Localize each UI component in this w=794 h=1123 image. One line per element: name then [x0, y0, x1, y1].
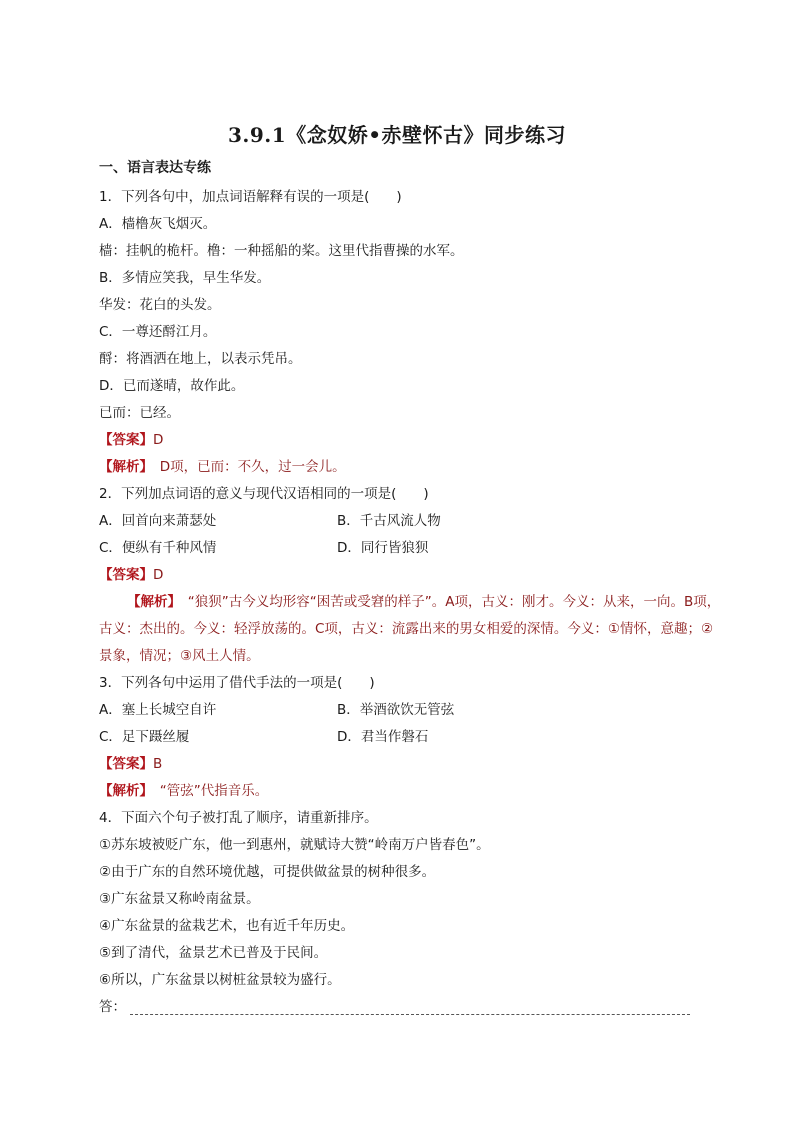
answer-label: 【答案】 [99, 567, 153, 583]
answer-label: 【答案】 [99, 756, 153, 772]
q1-option-d-explanation: 已而：已经。 [99, 405, 180, 421]
q2-option-c: C．便纵有千种风情 [99, 540, 217, 556]
q3-stem: 3．下列各句中运用了借代手法的一项是( ) [99, 675, 375, 691]
q1-analysis [99, 454, 723, 481]
answer-label: 【答案】 [99, 432, 153, 448]
q1-option-c: C．一尊还酹江月。 [99, 324, 217, 340]
analysis-label: 【解析】 [99, 459, 147, 475]
q2-options-row-1 [99, 508, 723, 535]
q3-options-row-1 [99, 697, 723, 724]
answer-value: D [153, 567, 164, 583]
q4-sentence-1: ①苏东坡被贬广东，他一到惠州，就赋诗大赞“岭南万户皆春色”。 [99, 837, 490, 853]
q3-option-d: D．君当作磐石 [337, 729, 429, 745]
q2-analysis [99, 589, 723, 670]
q4-sentence-5: ⑤到了清代，盆景艺术已普及于民间。 [99, 945, 328, 961]
q2-option-b: B．千古风流人物 [337, 513, 441, 529]
q2-answer [99, 562, 723, 589]
question-list [99, 184, 723, 1021]
analysis-text: “狼狈”古今义均形容“困苦或受窘的样子”。A项，古义：刚才。今义：从来，一向。B项，古义：杰出的。今义：轻浮放荡的。C项，古义：流露出来的男女相爱的深情。今义：①情怀，意趣；②景象，情况；③风土人情。 [99, 594, 721, 664]
q1-option-b-explanation: 华发：花白的头发。 [99, 297, 221, 313]
q4-stem: 4．下面六个句子被打乱了顺序，请重新排序。 [99, 810, 378, 826]
q3-option-a: A．塞上长城空自许 [99, 702, 217, 718]
q4-sentence-2: ②由于广东的自然环境优越，可提供做盆景的树种很多。 [99, 864, 436, 880]
analysis-label: 【解析】 [127, 594, 175, 610]
q4-sentence-3: ③广东盆景又称岭南盆景。 [99, 891, 260, 907]
q2-options-row-2 [99, 535, 723, 562]
page-title: 3.9.1《念奴娇•赤壁怀古》同步练习 [228, 123, 566, 147]
q2-option-a: A．回首向来萧瑟处 [99, 513, 217, 529]
q3-option-b: B．举酒欲饮无管弦 [337, 702, 455, 718]
q3-analysis [99, 778, 723, 805]
q1-option-a: A．樯橹灰飞烟灭。 [99, 216, 217, 232]
q4-answer-line [99, 994, 723, 1021]
q1-option-b: B．多情应笑我，早生华发。 [99, 270, 271, 286]
q3-options-row-2 [99, 724, 723, 751]
q3-answer [99, 751, 723, 778]
q1-answer [99, 427, 723, 454]
q1-option-d: D．已而遂晴，故作此。 [99, 378, 245, 394]
analysis-text: D项，已而：不久，过一会儿。 [146, 459, 346, 475]
q1-stem: 1．下列各句中，加点词语解释有误的一项是( ) [99, 189, 402, 205]
analysis-text: “管弦”代指音乐。 [146, 783, 269, 799]
answer-blank[interactable] [130, 1000, 690, 1015]
q4-sentence-6: ⑥所以，广东盆景以树桩盆景较为盛行。 [99, 972, 341, 988]
analysis-label: 【解析】 [99, 783, 147, 799]
q4-sentence-4: ④广东盆景的盆栽艺术，也有近千年历史。 [99, 918, 355, 934]
q2-option-d: D．同行皆狼狈 [337, 540, 429, 556]
q3-option-c: C．足下蹑丝履 [99, 729, 190, 745]
q1-option-c-explanation: 酹：将酒洒在地上，以表示凭吊。 [99, 351, 302, 367]
answer-value: D [153, 432, 164, 448]
section-title: 一、语言表达专练 [99, 160, 211, 176]
q2-stem: 2．下列加点词语的意义与现代汉语相同的一项是( ) [99, 486, 429, 502]
answer-value: B [153, 756, 163, 772]
q1-option-a-explanation: 樯：挂帆的桅杆。橹：一种摇船的桨。这里代指曹操的水军。 [99, 243, 464, 259]
answer-prompt: 答： [99, 999, 126, 1015]
